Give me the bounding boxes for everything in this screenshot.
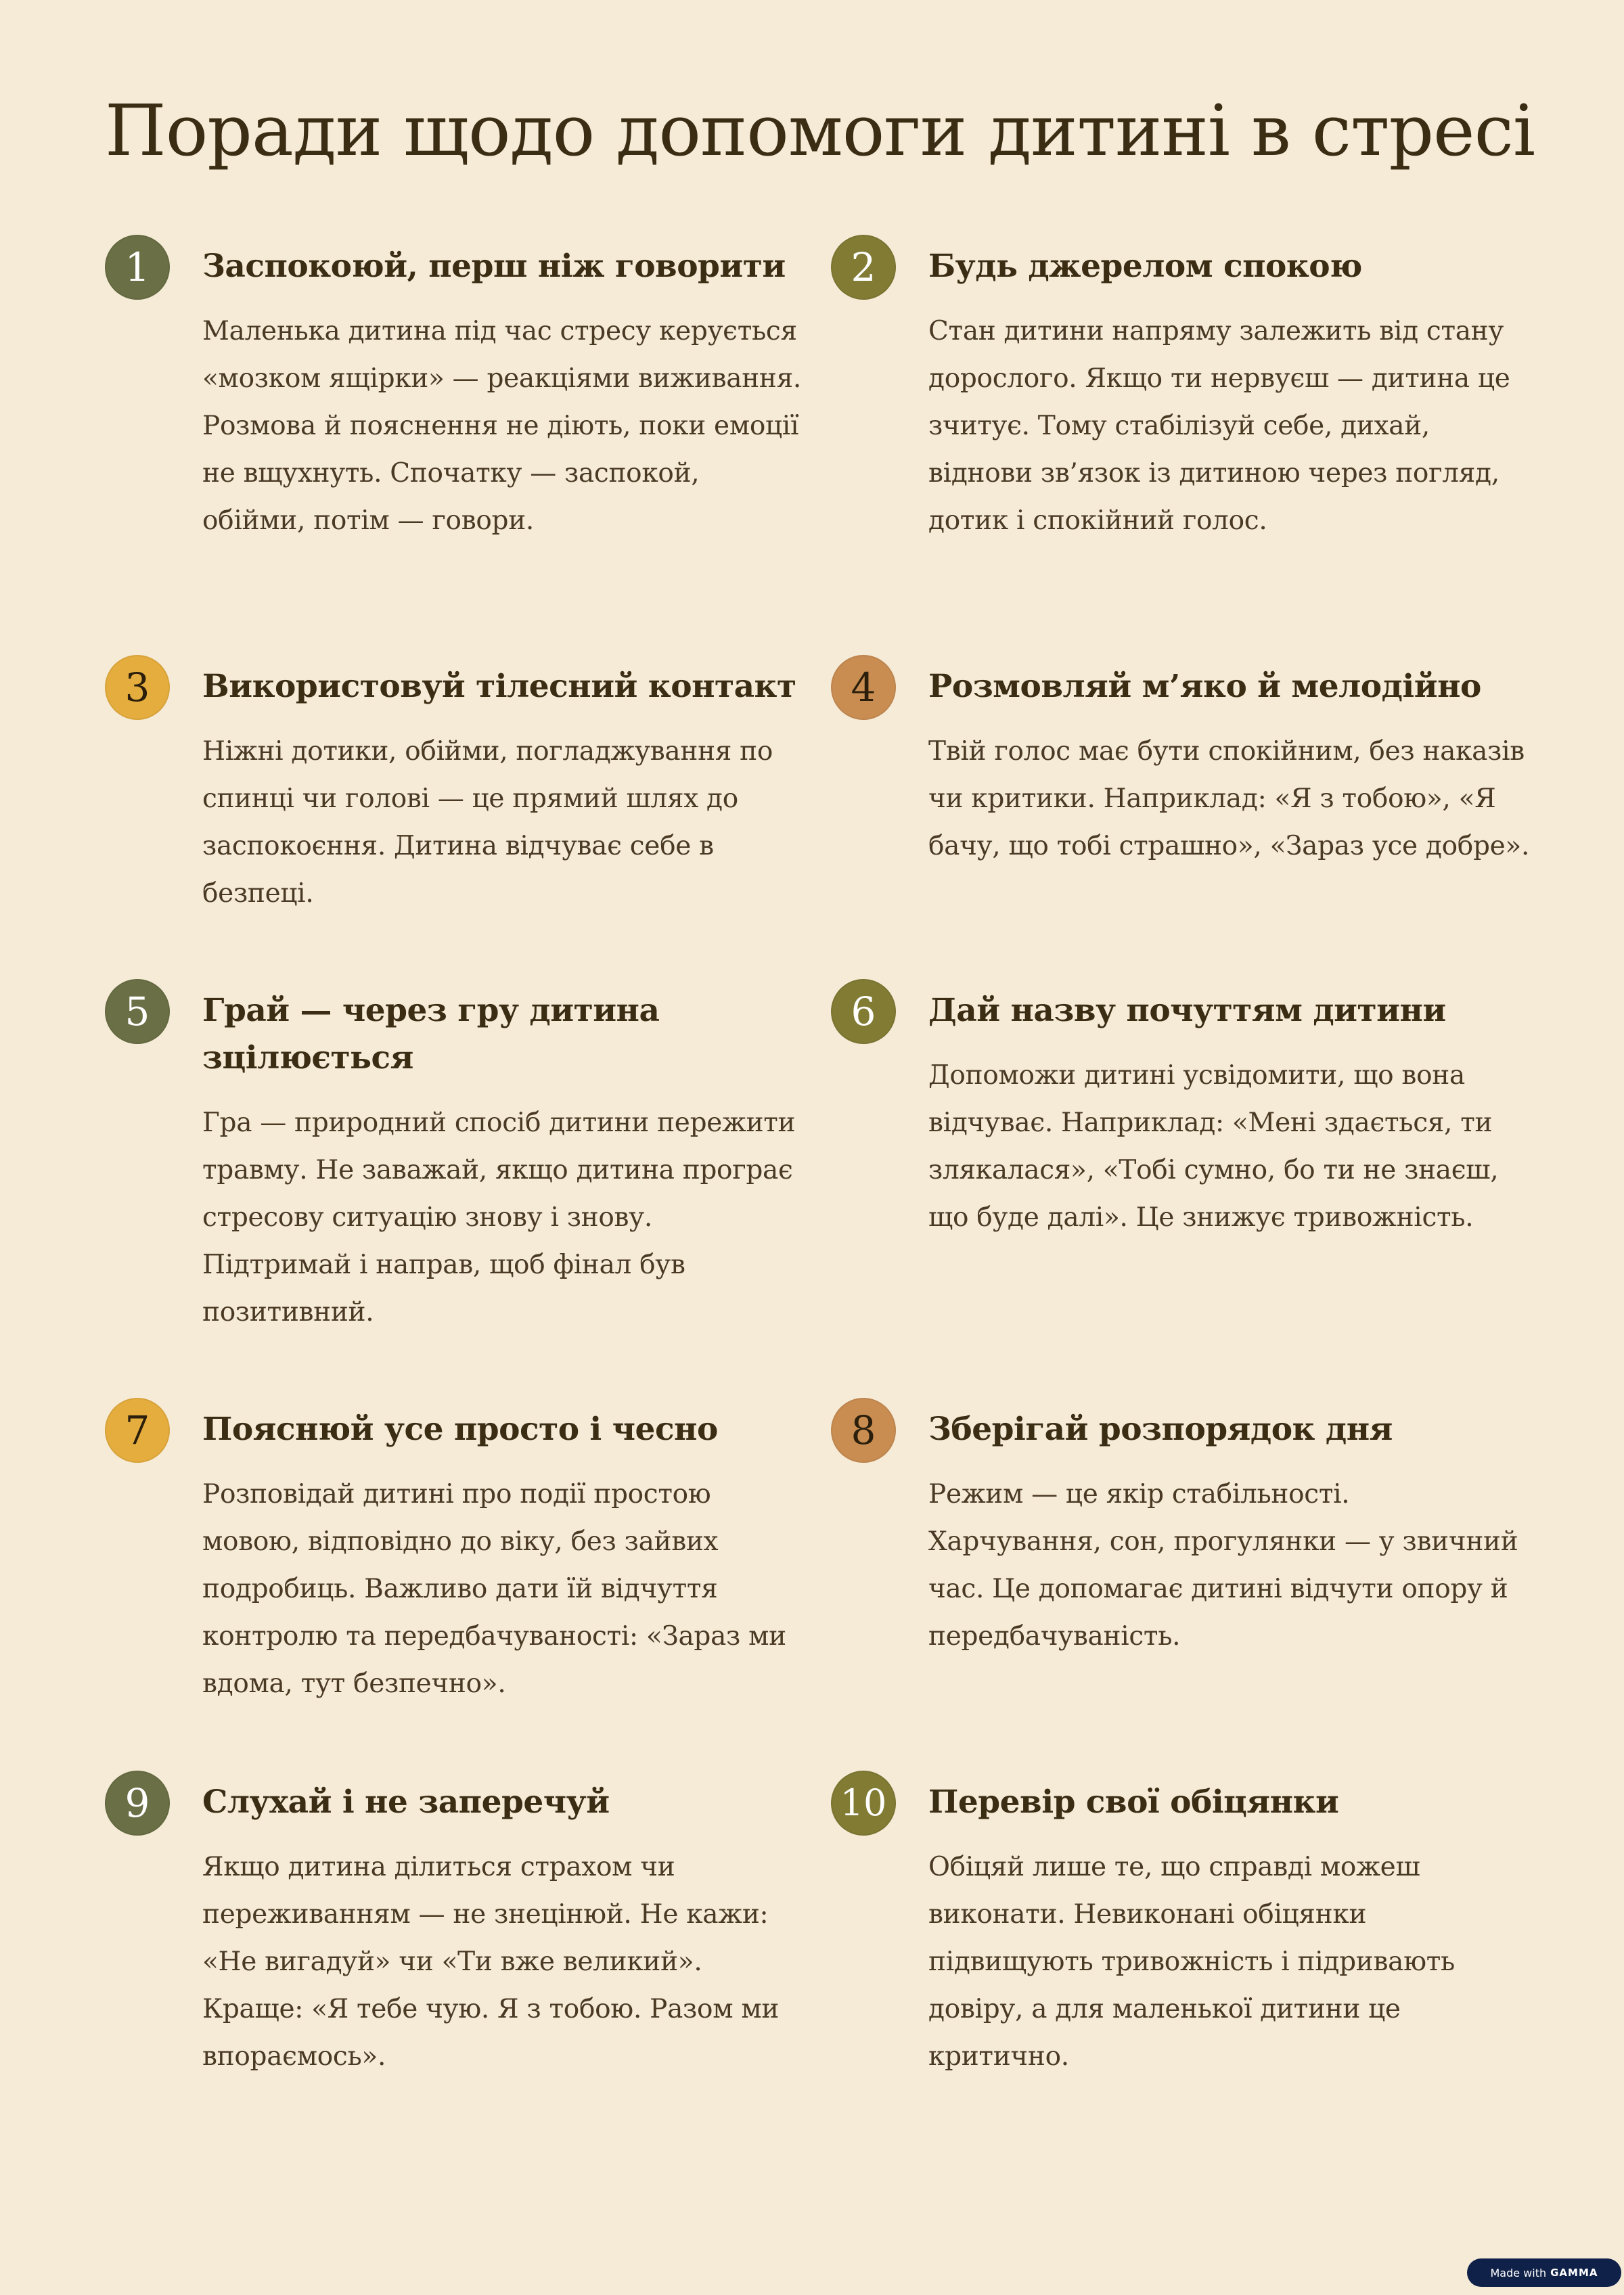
number-badge: 8 (831, 1398, 896, 1463)
made-with-gamma-badge[interactable] (1467, 2258, 1621, 2287)
gamma-logo: GAMMA (1550, 2267, 1598, 2279)
tip-text: Обіцяй лише те, що справді можеш виконати. Невиконані обіцянки підвищують тривожність і підривають довіру, а для маленької дитини це критично. (928, 1852, 1455, 2072)
page-title: Поради щодо допомоги дитині в стресі (105, 89, 1535, 172)
tip-text: Гра — природний спосіб дитини пережити травму. Не заважай, якщо дитина програє стресову ситуацію знову і знову. Підтримай і направ, щоб фінал був позитивний. (202, 1108, 796, 1327)
tip-title: Слухай і не заперечуй (202, 1783, 610, 1821)
tip-title: Будь джерелом спокою (928, 248, 1362, 285)
tip-text: Маленька дитина під час стресу керується «мозком ящірки» — реакціями виживання. Розмова й пояснення не діють, поки емоції не вщухнуть. Спочатку — заспокой, обійми, потім — говори. (202, 316, 802, 536)
tip-title: Пояснюй усе просто і чесно (202, 1411, 718, 1448)
tip-title: Дай назву почуттям дитини (928, 992, 1446, 1029)
number-badge: 4 (831, 655, 896, 720)
tip-title: Зберігай розпорядок дня (928, 1411, 1393, 1448)
tip-title: Розмовляй м’яко й мелодійно (928, 668, 1481, 705)
number-badge: 7 (105, 1398, 170, 1463)
tip-text: Стан дитини напряму залежить від стану дорослого. Якщо ти нервуєш — дитина це зчитує. Тому стабілізуй себе, дихай, віднови зв’язок із дитиною через погляд, дотик і спокійний голос. (928, 316, 1510, 536)
tip-title: Використовуй тілесний контакт (202, 668, 796, 705)
number-badge: 2 (831, 235, 896, 300)
tip-text: Розповідай дитині про події простою мовою, відповідно до віку, без зайвих подробиць. Важливо дати їй відчуття контролю та передбачуваності: «Зараз ми вдома, тут безпечно». (202, 1479, 786, 1699)
number-badge: 9 (105, 1771, 170, 1836)
made-with-label: Made with (1490, 2266, 1547, 2279)
number-badge: 5 (105, 979, 170, 1044)
tip-text: Допоможи дитині усвідомити, що вона відчуває. Наприклад: «Мені здається, ти злякалася», «Тобі сумно, бо ти не знаєш, що буде далі». Це знижує тривожність. (928, 1060, 1499, 1233)
tip-text: Твій голос має бути спокійним, без наказів чи критики. Наприклад: «Я з тобою», «Я бачу, що тобі страшно», «Зараз усе добре». (928, 736, 1530, 861)
number-badge: 3 (105, 655, 170, 720)
tip-text: Якщо дитина ділиться страхом чи переживанням — не знецінюй. Не кажи: «Не вигадуй» чи «Ти вже великий». Краще: «Я тебе чую. Я з тобою. Разом ми впораємось». (202, 1852, 780, 2072)
number-badge: 1 (105, 235, 170, 300)
tip-text: Ніжні дотики, обійми, погладжування по спинці чи голові — це прямий шлях до заспокоєння. Дитина відчуває себе в безпеці. (202, 736, 773, 909)
tip-title: Грай — через гру дитина зцілюється (202, 992, 660, 1076)
number-badge: 6 (831, 979, 896, 1044)
tip-text: Режим — це якір стабільності. Харчування, сон, прогулянки — у звичний час. Це допомагає дитині відчути опору й передбачуваність. (928, 1479, 1518, 1652)
number-badge: 10 (831, 1771, 896, 1836)
tip-title: Перевір свої обіцянки (928, 1783, 1339, 1821)
tip-title: Заспокоюй, перш ніж говорити (202, 248, 786, 285)
